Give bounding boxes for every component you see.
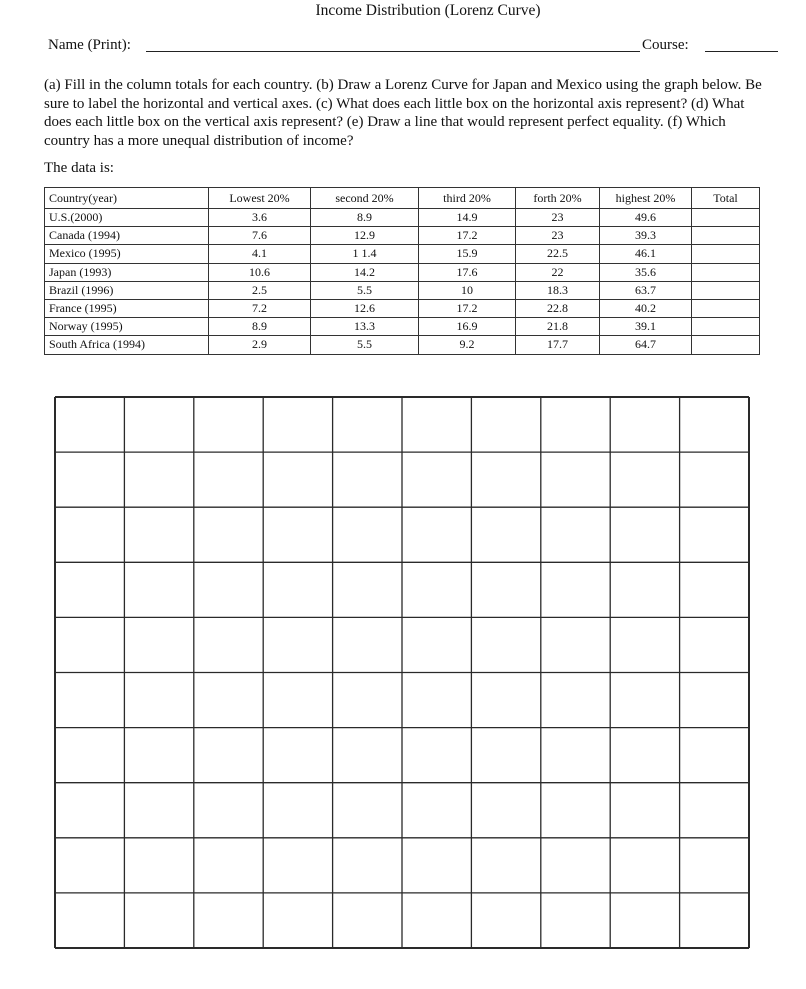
column-header: second 20% (311, 188, 419, 209)
country-cell: Canada (1994) (45, 227, 209, 245)
value-cell: 14.2 (311, 263, 419, 281)
income-data-table (44, 187, 760, 355)
column-header: forth 20% (516, 188, 600, 209)
value-cell: 39.3 (600, 227, 692, 245)
column-header: third 20% (419, 188, 516, 209)
country-cell: Mexico (1995) (45, 245, 209, 263)
value-cell: 14.9 (419, 209, 516, 227)
value-cell: 15.9 (419, 245, 516, 263)
value-cell: 4.1 (209, 245, 311, 263)
course-input-line[interactable] (705, 51, 778, 52)
value-cell: 2.9 (209, 336, 311, 354)
table-row (45, 281, 760, 299)
total-cell[interactable] (692, 299, 760, 317)
value-cell: 49.6 (600, 209, 692, 227)
value-cell: 17.2 (419, 227, 516, 245)
total-cell[interactable] (692, 209, 760, 227)
value-cell: 40.2 (600, 299, 692, 317)
value-cell: 46.1 (600, 245, 692, 263)
value-cell: 3.6 (209, 209, 311, 227)
table-row (45, 245, 760, 263)
value-cell: 23 (516, 227, 600, 245)
column-header: Total (692, 188, 760, 209)
country-cell: U.S.(2000) (45, 209, 209, 227)
total-cell[interactable] (692, 227, 760, 245)
total-cell[interactable] (692, 318, 760, 336)
value-cell: 22.5 (516, 245, 600, 263)
value-cell: 7.2 (209, 299, 311, 317)
value-cell: 10 (419, 281, 516, 299)
value-cell: 5.5 (311, 281, 419, 299)
value-cell: 17.2 (419, 299, 516, 317)
table-row (45, 318, 760, 336)
value-cell: 8.9 (311, 209, 419, 227)
total-cell[interactable] (692, 336, 760, 354)
value-cell: 2.5 (209, 281, 311, 299)
data-intro-text: The data is: (44, 160, 114, 176)
lorenz-curve-graph-grid[interactable] (54, 396, 750, 949)
country-cell: South Africa (1994) (45, 336, 209, 354)
value-cell: 1 1.4 (311, 245, 419, 263)
country-cell: Norway (1995) (45, 318, 209, 336)
value-cell: 16.9 (419, 318, 516, 336)
country-cell: Japan (1993) (45, 263, 209, 281)
value-cell: 21.8 (516, 318, 600, 336)
value-cell: 9.2 (419, 336, 516, 354)
table-row (45, 209, 760, 227)
page-title: Income Distribution (Lorenz Curve) (315, 2, 541, 19)
country-cell: France (1995) (45, 299, 209, 317)
value-cell: 39.1 (600, 318, 692, 336)
value-cell: 22 (516, 263, 600, 281)
value-cell: 8.9 (209, 318, 311, 336)
instructions-text: (a) Fill in the column totals for each country. (b) Draw a Lorenz Curve for Japan and Mexico using the graph below. Be sure to label the horizontal and vertical axes. (c) What does each little box on the horizontal axis represent? (d) What does each little box on the vertical axis represent? (e) Draw a line that would represent perfect equality. (f) Which country has a more unequal distribution of income? (44, 77, 762, 149)
value-cell: 64.7 (600, 336, 692, 354)
course-label: Course: (642, 37, 689, 53)
value-cell: 12.6 (311, 299, 419, 317)
table-header-row (45, 188, 760, 209)
column-header: Country(year) (45, 188, 209, 209)
value-cell: 12.9 (311, 227, 419, 245)
name-label: Name (Print): (48, 37, 131, 53)
value-cell: 63.7 (600, 281, 692, 299)
value-cell: 22.8 (516, 299, 600, 317)
value-cell: 5.5 (311, 336, 419, 354)
value-cell: 7.6 (209, 227, 311, 245)
column-header: Lowest 20% (209, 188, 311, 209)
table-row (45, 336, 760, 354)
value-cell: 35.6 (600, 263, 692, 281)
value-cell: 10.6 (209, 263, 311, 281)
value-cell: 13.3 (311, 318, 419, 336)
total-cell[interactable] (692, 245, 760, 263)
column-header: highest 20% (600, 188, 692, 209)
country-cell: Brazil (1996) (45, 281, 209, 299)
value-cell: 23 (516, 209, 600, 227)
total-cell[interactable] (692, 263, 760, 281)
total-cell[interactable] (692, 281, 760, 299)
table-row (45, 299, 760, 317)
table-row (45, 263, 760, 281)
value-cell: 17.6 (419, 263, 516, 281)
name-input-line[interactable] (146, 51, 640, 52)
value-cell: 17.7 (516, 336, 600, 354)
value-cell: 18.3 (516, 281, 600, 299)
table-row (45, 227, 760, 245)
